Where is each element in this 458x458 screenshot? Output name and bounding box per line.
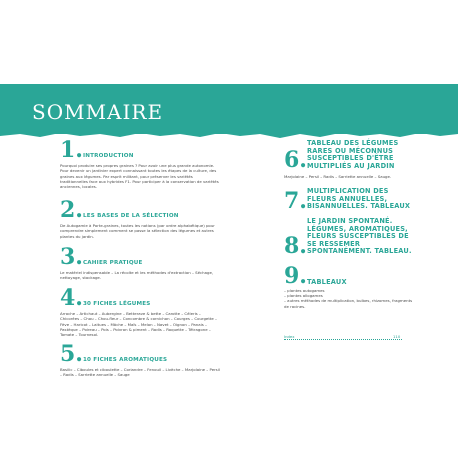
entry-list (284, 288, 414, 309)
entry-number: 9. (284, 263, 307, 289)
toc-entry-5 (60, 341, 220, 378)
entry-body: Pourquoi produire ses propres graines ? Pour avoir une plus grande autonomie. Pour devenir un jardinier expert connaissant toutes les étapes de la culture, des graines aux légumes. Par esprit militant, pour préserver les variétés traditionnelles face aux hybrides F1. Pour participer à la conservation de variétés anciennes, locales. (60, 163, 219, 190)
entry-heading: 10 FICHES AROMATIQUES (82, 357, 168, 363)
entry-number: 7. (284, 187, 307, 214)
toc-entry-1 (60, 137, 220, 190)
entry-number: 3. (60, 244, 83, 270)
entry-number: 6. (284, 147, 307, 173)
toc-entry-6 (284, 140, 414, 179)
entry-number: 2. (60, 197, 83, 223)
list-item: – plantes autogames (284, 288, 325, 293)
entry-heading: TABLEAU DES LÉGUMES RARES OU MÉCONNUS SUSCEPTIBLES D'ÊTRE MULTIPLIÉS AU JARDIN (306, 139, 399, 170)
toc-entry-3 (60, 244, 220, 281)
entry-heading: 30 FICHES LÉGUMES (82, 301, 151, 307)
entry-number: 4. (60, 285, 83, 311)
entry-heading: TABLEAUX (306, 277, 347, 286)
index-leader (284, 339, 402, 340)
entry-number: 1. (60, 137, 83, 163)
entry-heading: INTRODUCTION (82, 153, 134, 159)
entry-number: 5. (60, 341, 83, 367)
entry-body: De Autogamie à Porte-graines, toutes les notions (par ordre alphabétique) pour comprendre simplement comment se passe la sélection des légumes et autres plantes du jardin. (60, 223, 215, 239)
toc-entry-8 (284, 217, 414, 259)
entry-body: Le matériel indispensable – La récolte et les méthodes d'extraction – Séchage, nettoyage, stockage. (60, 270, 214, 281)
list-item: – plantes allogames (284, 293, 323, 299)
toc-entry-7 (284, 187, 414, 214)
toc-entry-4 (60, 285, 220, 338)
entry-body: Basilic – Ciboules et ciboulette – Coriandre – Fenouil – Livèche – Marjolaine – Persil – Radis – Sarriette annuelle – Sauge (60, 367, 220, 378)
page-title: SOMMAIRE (32, 100, 164, 124)
toc-entry-2 (60, 197, 220, 239)
entry-body: Marjolaine – Persil – Radis – Sarriette annuelle – Sauge. (284, 174, 392, 179)
entry-heading: LE JARDIN SPONTANÉ. LÉGUMES, AROMATIQUES, FLEURS SUSCEPTIBLES DE SE RESSEMER SPONTANÉMENT. TABLEAU. (306, 217, 412, 255)
entry-heading: LES BASES DE LA SÉLECTION (82, 213, 179, 219)
list-item: – autres méthodes de multiplication, bulbes, rhizomes, fragments de racines. (284, 298, 413, 309)
entry-heading: MULTIPLICATION DES FLEURS ANNUELLES, BISANNUELLES. TABLEAUX (306, 187, 411, 210)
index-label: Index (284, 334, 295, 339)
entry-number: 8. (284, 232, 307, 259)
entry-body: Arroche – Artichaut – Aubergine – Betterave & bette – Carotte – Céleris – Chicorées – Chou – Chou-fleur – Concombre & cornichon – Courges – Courgette – Fève – Haricot – Laitues – Mâche – Maïs – Melon – Navet – Oignon – Panais – Pastèque – Poireau – Pois – Poivron & piment – Radis – Roquette – Tétragone – Tomate – Tournesol. (60, 311, 217, 338)
entry-heading: CAHIER PRATIQUE (82, 260, 143, 266)
index-page: 110 (393, 334, 401, 339)
toc-entry-9 (284, 263, 414, 309)
